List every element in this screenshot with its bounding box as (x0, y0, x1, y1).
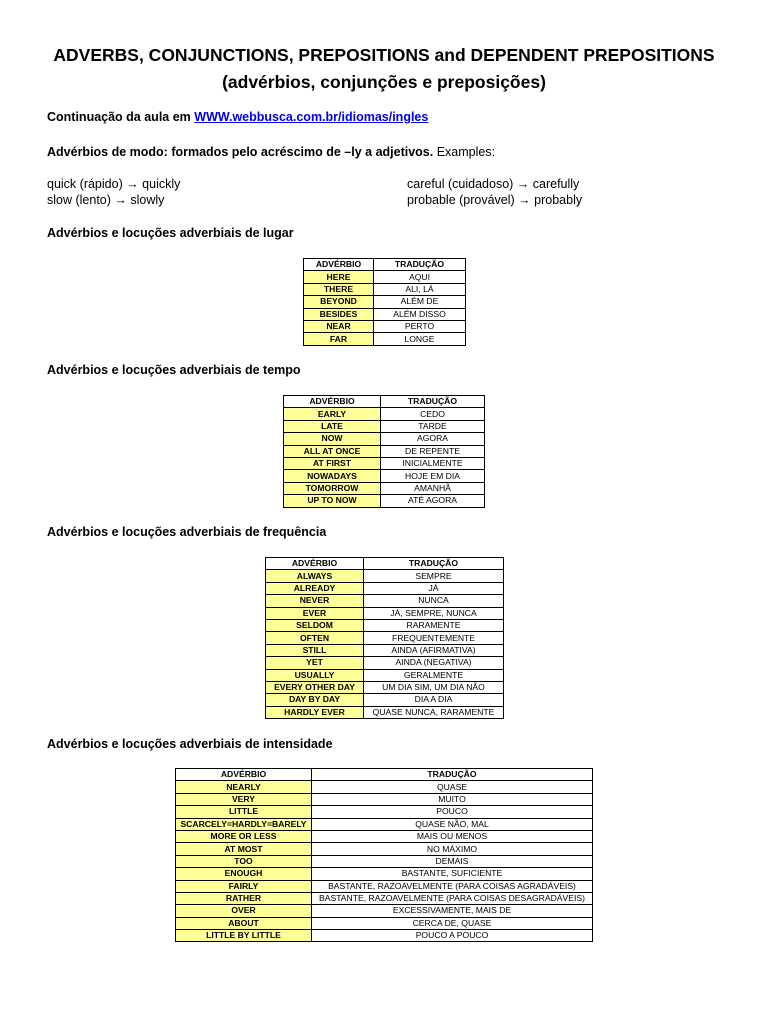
adverb-cell: BESIDES (304, 308, 374, 320)
adverb-cell: NEARLY (176, 781, 312, 793)
table-row (284, 408, 485, 420)
table-header-row (304, 259, 466, 271)
intro-line (47, 110, 428, 124)
modo-heading-tail: Examples: (433, 145, 496, 159)
translation-cell: ALÉM DISSO (374, 308, 466, 320)
adverb-cell: FAIRLY (176, 880, 312, 892)
translation-cell: AQUI (374, 271, 466, 283)
translation-cell: PERTO (374, 320, 466, 332)
table-row (176, 855, 593, 867)
adverb-cell: BEYOND (304, 296, 374, 308)
header-traducao: TRADUÇÃO (374, 259, 466, 271)
example-item: slow (lento) → slowly (47, 193, 165, 207)
table-lugar (303, 258, 466, 346)
translation-cell: LONGE (374, 333, 466, 345)
adverb-cell: OVER (176, 905, 312, 917)
translation-cell: CEDO (381, 408, 485, 420)
table-row (304, 333, 466, 345)
adverb-cell: ABOUT (176, 917, 312, 929)
header-traducao: TRADUÇÃO (312, 769, 593, 781)
translation-cell: SEMPRE (364, 570, 504, 582)
table-frequencia (265, 557, 504, 719)
translation-cell: ATÉ AGORA (381, 495, 485, 507)
translation-cell: BASTANTE, RAZOAVELMENTE (PARA COISAS AGRADÁVEIS) (312, 880, 593, 892)
table-row (176, 843, 593, 855)
example-item: quick (rápido) → quickly (47, 177, 181, 191)
header-adverbio: ADVÉRBIO (284, 396, 381, 408)
header-traducao: TRADUÇÃO (364, 558, 504, 570)
table-row (284, 420, 485, 432)
adverb-cell: LATE (284, 420, 381, 432)
translation-cell: HOJE EM DIA (381, 470, 485, 482)
adverb-cell: SELDOM (266, 619, 364, 631)
translation-cell: EXCESSIVAMENTE, MAIS DE (312, 905, 593, 917)
example-item: careful (cuidadoso) → carefully (407, 177, 580, 191)
table-row (266, 644, 504, 656)
translation-cell: MAIS OU MENOS (312, 830, 593, 842)
table-row (266, 694, 504, 706)
table-row (176, 905, 593, 917)
table-header-row (284, 396, 485, 408)
table-row (304, 283, 466, 295)
adverb-cell: EVER (266, 607, 364, 619)
modo-heading-bold: Advérbios de modo: formados pelo acréscimo de –ly a adjetivos. (47, 145, 434, 159)
translation-cell: AMANHÃ (381, 482, 485, 494)
adverb-cell: NEVER (266, 595, 364, 607)
translation-cell: INICIALMENTE (381, 457, 485, 469)
adverb-cell: THERE (304, 283, 374, 295)
table-row (176, 880, 593, 892)
translation-cell: POUCO A POUCO (312, 930, 593, 942)
table-row (304, 320, 466, 332)
table-row (176, 892, 593, 904)
adverb-cell: AT MOST (176, 843, 312, 855)
table-row (266, 706, 504, 718)
adverb-cell: ALL AT ONCE (284, 445, 381, 457)
translation-cell: NUNCA (364, 595, 504, 607)
table-row (284, 445, 485, 457)
translation-cell: FREQUENTEMENTE (364, 632, 504, 644)
adverb-cell: MORE OR LESS (176, 830, 312, 842)
adverb-cell: USUALLY (266, 669, 364, 681)
header-adverbio: ADVÉRBIO (176, 769, 312, 781)
table-row (176, 781, 593, 793)
translation-cell: POUCO (312, 806, 593, 818)
table-intensidade (175, 768, 593, 942)
adverb-cell: OFTEN (266, 632, 364, 644)
section-heading-lugar: Advérbios e locuções adverbiais de lugar (47, 226, 294, 240)
adverb-cell: ENOUGH (176, 868, 312, 880)
course-link[interactable]: WWW.webbusca.com.br/idiomas/ingles (194, 110, 429, 124)
table-row (266, 607, 504, 619)
document-title: ADVERBS, CONJUNCTIONS, PREPOSITIONS and DEPENDENT PREPOSITIONS (53, 45, 715, 65)
adverb-cell: RATHER (176, 892, 312, 904)
translation-cell: BASTANTE, SUFICIENTE (312, 868, 593, 880)
table-row (266, 595, 504, 607)
adverb-cell: ALWAYS (266, 570, 364, 582)
translation-cell: AGORA (381, 433, 485, 445)
table-row (176, 930, 593, 942)
adverb-cell: HERE (304, 271, 374, 283)
translation-cell: BASTANTE, RAZOAVELMENTE (PARA COISAS DESAGRADÁVEIS) (312, 892, 593, 904)
table-tempo (283, 395, 485, 508)
adverb-cell: SCARCELY=HARDLY=BARELY (176, 818, 312, 830)
translation-cell: ALI, LÁ (374, 283, 466, 295)
table-row (304, 308, 466, 320)
translation-cell: AINDA (NEGATIVA) (364, 657, 504, 669)
example-item: probable (provável) → probably (407, 193, 583, 207)
translation-cell: AINDA (AFIRMATIVA) (364, 644, 504, 656)
header-adverbio: ADVÉRBIO (266, 558, 364, 570)
translation-cell: ALÉM DE (374, 296, 466, 308)
section-heading-frequencia: Advérbios e locuções adverbiais de frequência (47, 525, 327, 539)
translation-cell: CERCA DE, QUASE (312, 917, 593, 929)
adverb-cell: HARDLY EVER (266, 706, 364, 718)
adverb-cell: TOMORROW (284, 482, 381, 494)
adverb-cell: TOO (176, 855, 312, 867)
translation-cell: DE REPENTE (381, 445, 485, 457)
table-row (284, 495, 485, 507)
table-row (284, 482, 485, 494)
adverb-cell: VERY (176, 793, 312, 805)
header-adverbio: ADVÉRBIO (304, 259, 374, 271)
translation-cell: DEMAIS (312, 855, 593, 867)
adverb-cell: AT FIRST (284, 457, 381, 469)
table-row (266, 582, 504, 594)
adverb-cell: EARLY (284, 408, 381, 420)
translation-cell: RARAMENTE (364, 619, 504, 631)
table-row (176, 818, 593, 830)
table-header-row (176, 769, 593, 781)
section-heading-intensidade: Advérbios e locuções adverbiais de intensidade (47, 737, 333, 751)
table-row (284, 470, 485, 482)
adverb-cell: ALREADY (266, 582, 364, 594)
table-row (176, 793, 593, 805)
table-row (176, 917, 593, 929)
table-header-row (266, 558, 504, 570)
table-row (266, 681, 504, 693)
table-row (284, 457, 485, 469)
adverb-cell: UP TO NOW (284, 495, 381, 507)
translation-cell: QUASE (312, 781, 593, 793)
adverb-cell: EVERY OTHER DAY (266, 681, 364, 693)
table-row (266, 632, 504, 644)
translation-cell: QUASE NÃO, MAL (312, 818, 593, 830)
adverb-cell: NOWADAYS (284, 470, 381, 482)
translation-cell: MUITO (312, 793, 593, 805)
intro-prefix: Continuação da aula em (47, 110, 195, 124)
document-subtitle: (advérbios, conjunções e preposições) (222, 72, 546, 92)
adverb-cell: FAR (304, 333, 374, 345)
header-traducao: TRADUÇÃO (381, 396, 485, 408)
table-row (266, 570, 504, 582)
translation-cell: NO MÁXIMO (312, 843, 593, 855)
table-row (304, 271, 466, 283)
table-row (176, 806, 593, 818)
translation-cell: JÁ, SEMPRE, NUNCA (364, 607, 504, 619)
table-row (284, 433, 485, 445)
table-row (266, 619, 504, 631)
translation-cell: GERALMENTE (364, 669, 504, 681)
table-row (266, 657, 504, 669)
translation-cell: DIA A DIA (364, 694, 504, 706)
adverb-cell: YET (266, 657, 364, 669)
adverb-cell: LITTLE (176, 806, 312, 818)
table-row (304, 296, 466, 308)
adverb-cell: STILL (266, 644, 364, 656)
adverb-cell: NOW (284, 433, 381, 445)
translation-cell: QUASE NUNCA, RARAMENTE (364, 706, 504, 718)
adverb-cell: DAY BY DAY (266, 694, 364, 706)
table-row (176, 868, 593, 880)
modo-heading (47, 145, 495, 159)
section-heading-tempo: Advérbios e locuções adverbiais de tempo (47, 363, 301, 377)
translation-cell: UM DIA SIM, UM DIA NÃO (364, 681, 504, 693)
translation-cell: TARDE (381, 420, 485, 432)
adverb-cell: LITTLE BY LITTLE (176, 930, 312, 942)
translation-cell: JÁ (364, 582, 504, 594)
table-row (266, 669, 504, 681)
table-row (176, 830, 593, 842)
adverb-cell: NEAR (304, 320, 374, 332)
